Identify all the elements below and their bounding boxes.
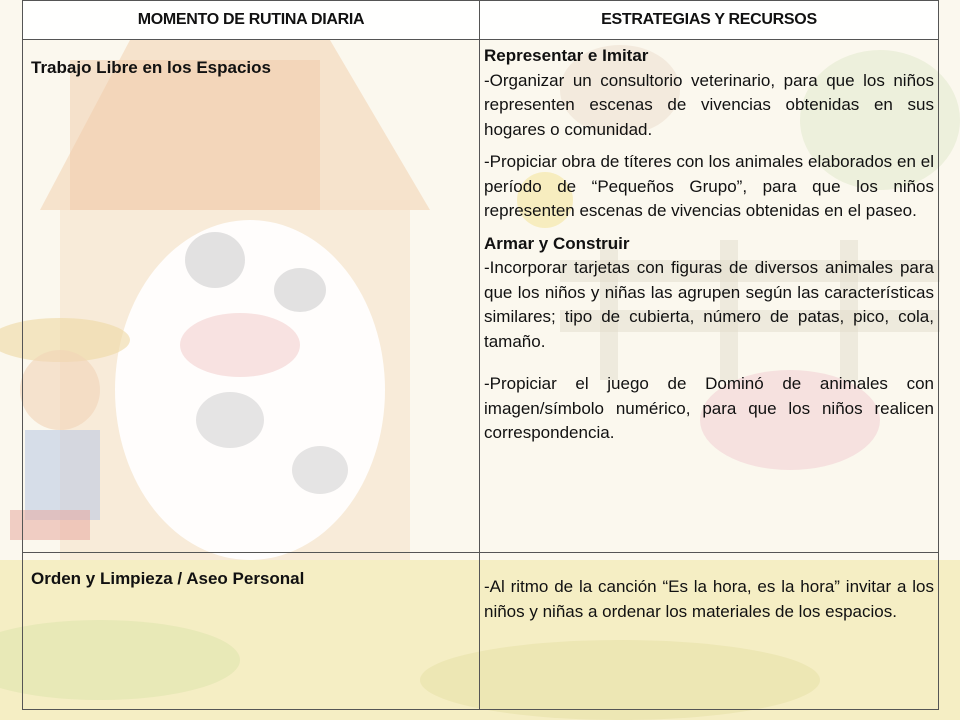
strategy-text (480, 553, 938, 624)
strategy-cell (480, 40, 939, 553)
header-moment: MOMENTO DE RUTINA DIARIA (23, 1, 480, 40)
table-row (23, 40, 939, 553)
table-header-row (23, 1, 939, 40)
moment-cell (23, 40, 480, 553)
moment-label: Trabajo Libre en los Espacios (31, 58, 271, 77)
moment-cell (23, 553, 480, 710)
strategy-paragraph: -Propiciar el juego de Dominó de animales con imagen/símbolo numérico, para que los niños realicen correspondencia. (484, 374, 934, 442)
strategy-paragraph: -Organizar un consultorio veterinario, para que los niños representen escenas de vivencias obtenidas en sus hogares o comunidad. (484, 70, 934, 139)
strategy-text (480, 40, 938, 446)
strategy-paragraph: -Incorporar tarjetas con figuras de diversos animales para que los niños y niñas las agrupen según las características similares; tipo de cubierta, número de patas, pico, cola, tamaño. (484, 258, 934, 351)
routine-table (22, 0, 939, 710)
strategy-paragraph: -Al ritmo de la canción “Es la hora, es la hora” invitar a los niños y niñas a ordenar los materiales de los espacios. (484, 577, 934, 621)
strategy-cell (480, 553, 939, 710)
moment-label: Orden y Limpieza / Aseo Personal (31, 569, 305, 588)
section-title: Armar y Construir (484, 233, 630, 253)
section-title: Representar e Imitar (484, 46, 649, 65)
table-row (23, 553, 939, 710)
header-strategies: ESTRATEGIAS Y RECURSOS (480, 1, 939, 40)
strategy-paragraph: -Propiciar obra de títeres con los animales elaborados en el período de “Pequeños Grupo”, para que los niños representen escenas de vivencias obtenidas en el paseo. (484, 152, 934, 220)
